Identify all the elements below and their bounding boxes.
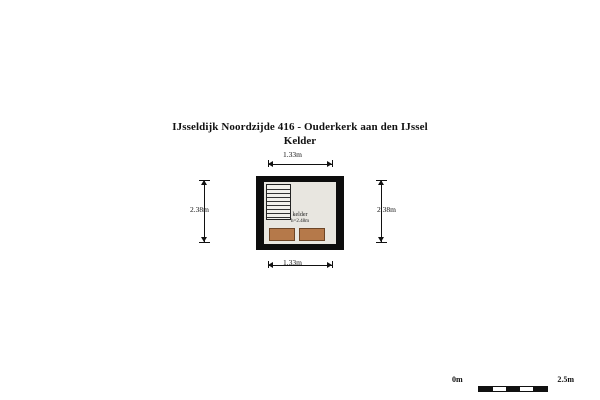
title-address: IJsseldijk Noordzijde 416 - Ouderkerk aan den IJssel bbox=[172, 121, 428, 133]
scale-bar-label-min: 0m bbox=[452, 375, 463, 384]
scale-bar-graphic bbox=[478, 386, 548, 392]
dimension-tick-bottom-left bbox=[268, 261, 269, 268]
dimension-tick-left-bottom bbox=[199, 242, 210, 243]
dimension-line-right bbox=[381, 180, 382, 242]
dimension-tick-left-top bbox=[199, 180, 210, 181]
dimension-tick-top-left bbox=[268, 160, 269, 167]
dimension-tick-bottom-right bbox=[332, 261, 333, 268]
dimension-label-bottom: 1.33m bbox=[283, 258, 302, 267]
dimension-label-left: 2.38m bbox=[190, 205, 209, 214]
dimension-tick-right-top bbox=[376, 180, 387, 181]
dimension-label-top: 1.33m bbox=[283, 150, 302, 159]
scale-bar bbox=[452, 375, 574, 395]
furniture-block-right bbox=[299, 228, 325, 241]
dimension-tick-top-right bbox=[332, 160, 333, 167]
floorplan-walls bbox=[256, 176, 344, 250]
dimension-tick-right-bottom bbox=[376, 242, 387, 243]
furniture-block-left bbox=[269, 228, 295, 241]
room-label: kelder bbox=[292, 212, 308, 218]
dimension-line-bottom bbox=[268, 265, 332, 266]
room-height-label: h=2.48m bbox=[291, 219, 309, 224]
dimension-line-top bbox=[268, 164, 332, 165]
scale-bar-label-max: 2.5m bbox=[557, 375, 574, 384]
title-floor: Kelder bbox=[283, 135, 317, 147]
dimension-label-right: 2.38m bbox=[377, 205, 396, 214]
dimension-line-left bbox=[204, 180, 205, 242]
room-kelder bbox=[264, 182, 336, 244]
